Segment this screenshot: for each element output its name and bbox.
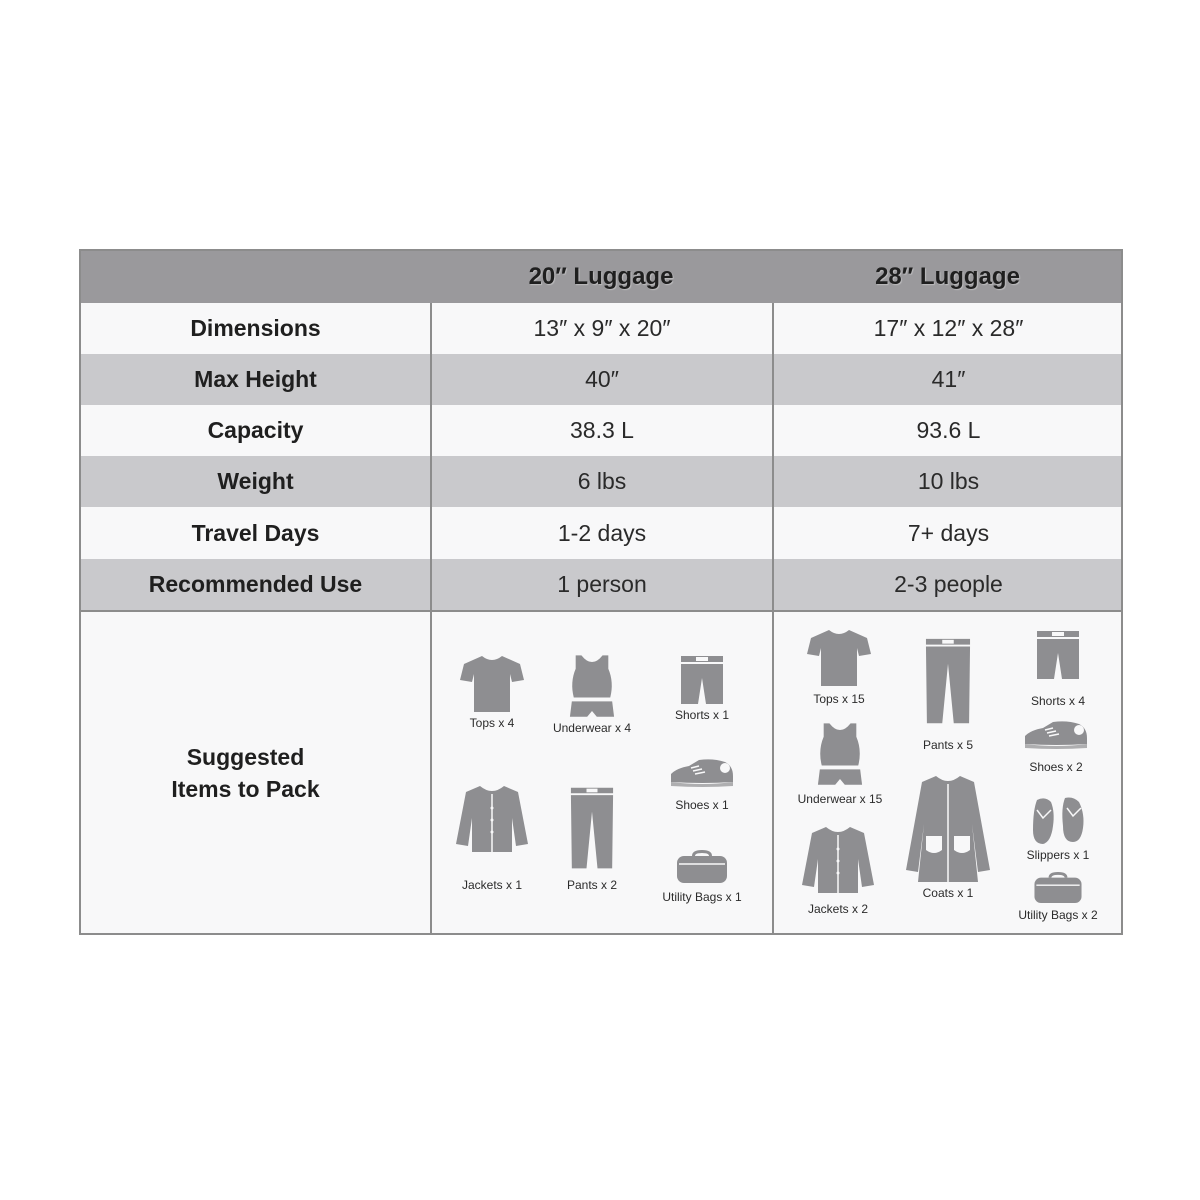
- underwear-caption: Underwear x 15: [797, 792, 883, 806]
- shorts-icon: [662, 656, 742, 706]
- slippers-icon: [1018, 796, 1098, 846]
- header-28-label: 28″ Luggage: [875, 263, 1020, 290]
- t-shirt-icon: [799, 628, 879, 688]
- shoe-icon: [1016, 720, 1096, 750]
- item-shorts-28: [1018, 630, 1098, 708]
- weight-label: Weight: [217, 468, 294, 494]
- item-tops-20: [452, 654, 532, 730]
- max-height-20-value: 40″: [430, 354, 772, 405]
- shorts-caption: Shorts x 1: [674, 708, 730, 722]
- shoes-caption: Shoes x 1: [675, 798, 729, 812]
- jacket-icon: [452, 784, 532, 854]
- tops-caption: Tops x 15: [813, 692, 865, 706]
- travel-days-label: Travel Days: [191, 519, 320, 546]
- row-recommended-use: [81, 559, 1121, 610]
- dimensions-28-value: 17″ x 12″ x 28″: [772, 303, 1123, 354]
- capacity-20-value: 38.3 L: [430, 405, 772, 456]
- weight-20-value: 6 lbs: [430, 456, 772, 507]
- capacity-label: Capacity: [207, 417, 304, 443]
- item-slippers-28: [1018, 796, 1098, 862]
- max-height-label: Max Height: [194, 366, 317, 392]
- dimensions-label: Dimensions: [190, 315, 321, 341]
- jackets-caption: Jackets x 1: [461, 878, 523, 892]
- utility-bags-caption: Utility Bags x 2: [1018, 908, 1098, 922]
- row-travel-days: [81, 507, 1121, 559]
- item-utility-bags-28: [1010, 872, 1106, 922]
- item-utility-bags-20: [654, 850, 750, 904]
- utility-bag-icon: [1010, 872, 1106, 904]
- luggage-comparison-table: [79, 249, 1123, 935]
- travel-days-28-value: 7+ days: [772, 507, 1123, 559]
- shorts-icon: [1018, 630, 1098, 682]
- capacity-28-value: 93.6 L: [772, 405, 1123, 456]
- slippers-caption: Slippers x 1: [1026, 848, 1090, 862]
- dimensions-20-value: 13″ x 9″ x 20″: [430, 303, 772, 354]
- header-28-luggage: [772, 251, 1123, 303]
- item-underwear-20: [550, 655, 634, 735]
- pants-icon: [910, 636, 986, 728]
- utility-bag-icon: [654, 850, 750, 884]
- pants-caption: Pants x 2: [566, 878, 618, 892]
- row-max-height: [81, 354, 1121, 405]
- weight-28-value: 10 lbs: [772, 456, 1123, 507]
- utility-bags-caption: Utility Bags x 1: [662, 890, 742, 904]
- jackets-caption: Jackets x 2: [807, 902, 869, 916]
- item-coats-28: [902, 774, 994, 900]
- recommended-use-28-value: 2-3 people: [772, 559, 1123, 610]
- recommended-use-label: Recommended Use: [148, 571, 363, 597]
- item-tops-28: [799, 628, 879, 706]
- item-underwear-28: [792, 722, 888, 806]
- item-shoes-28: [1016, 720, 1096, 774]
- t-shirt-icon: [452, 654, 532, 714]
- header-20-label: 20″ Luggage: [528, 263, 674, 290]
- shoe-icon: [664, 758, 740, 788]
- row-weight: [81, 456, 1121, 507]
- pants-caption: Pants x 5: [922, 738, 974, 752]
- item-shoes-20: [664, 758, 740, 812]
- underwear-icon: [550, 655, 634, 719]
- coats-caption: Coats x 1: [922, 886, 974, 900]
- item-shorts-20: [662, 656, 742, 722]
- recommended-use-20-value: 1 person: [430, 559, 772, 610]
- item-pants-20: [556, 784, 628, 892]
- coat-icon: [902, 774, 994, 884]
- shorts-caption: Shorts x 4: [1030, 694, 1086, 708]
- travel-days-20-value: 1-2 days: [430, 507, 772, 559]
- underwear-caption: Underwear x 4: [552, 721, 632, 735]
- suggested-label-line1: Suggested: [186, 743, 305, 770]
- table-header-row: [81, 251, 1121, 303]
- item-jackets-28: [798, 824, 878, 916]
- row-capacity: [81, 405, 1121, 456]
- suggested-items-20: [430, 612, 772, 933]
- item-jackets-20: [452, 784, 532, 892]
- suggested-items-28: [772, 612, 1123, 933]
- tops-caption: Tops x 4: [469, 716, 515, 730]
- shoes-caption: Shoes x 2: [1029, 760, 1083, 774]
- header-empty-cell: [81, 251, 430, 303]
- pants-icon: [556, 784, 628, 874]
- underwear-icon: [792, 722, 888, 788]
- suggested-items-label: [81, 612, 430, 933]
- max-height-28-value: 41″: [772, 354, 1123, 405]
- item-pants-28: [910, 636, 986, 752]
- jacket-icon: [798, 824, 878, 896]
- row-dimensions: [81, 303, 1121, 354]
- header-20-luggage: [430, 251, 772, 303]
- suggested-label-line2: Items to Pack: [171, 775, 320, 802]
- row-suggested-items: [81, 610, 1121, 933]
